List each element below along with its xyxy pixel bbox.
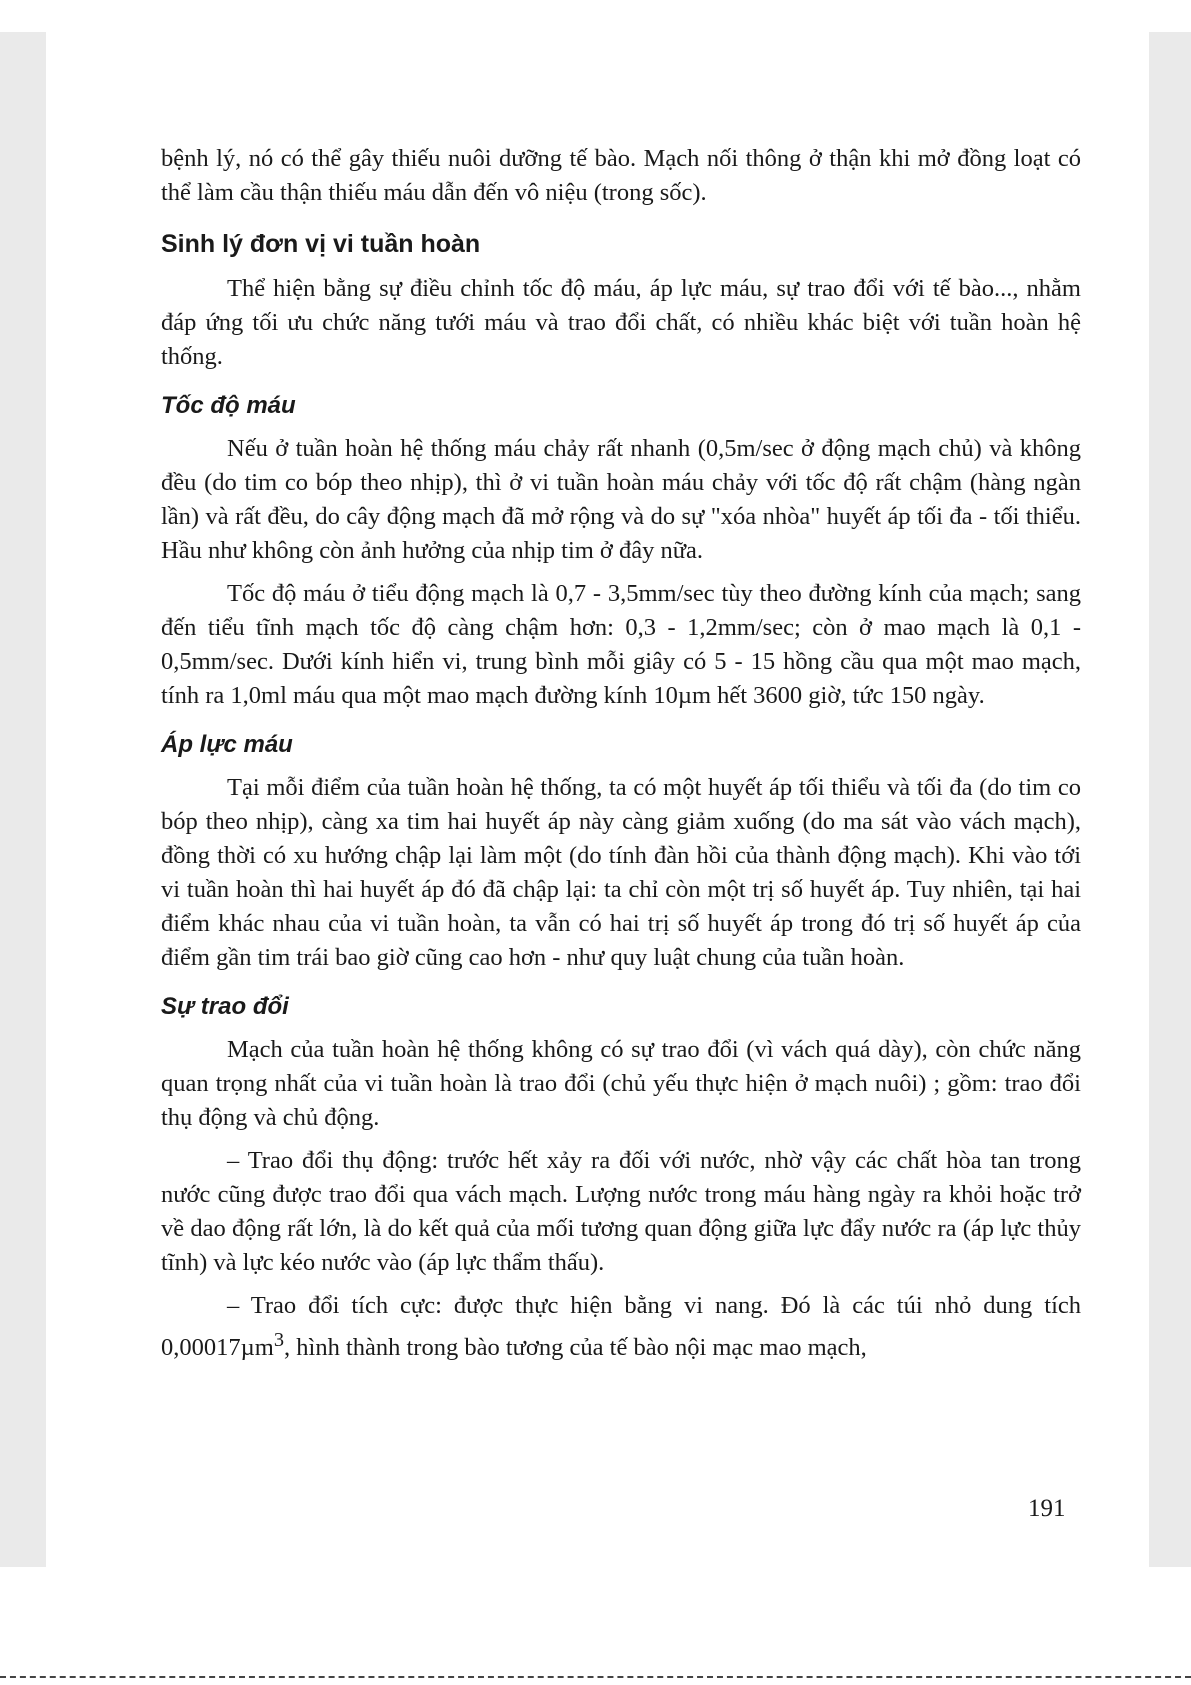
exchange-paragraph-1: Mạch của tuần hoàn hệ thống không có sự trao đổi (vì vách quá dày), còn chức năng quan trọng nhất của vi tuần hoàn là trao đổi (chủ yếu thực hiện ở mạch nuôi) ; gồm: trao đổi thụ động và chủ động. [161,1036,1081,1131]
active-exchange-text-end: , hình thành trong bào tương của tế bào nội mạc mao mạch, [284,1334,867,1362]
page-content [161,142,1081,1365]
active-exchange-text-start: – Trao đổi tích cực: được thực hiện bằng vi nang. Đó là các túi nhỏ dung tích 0,00017µm [161,1292,1081,1362]
bottom-dashed-rule [0,1676,1191,1678]
microcirculation-paragraph: Thể hiện bằng sự điều chỉnh tốc độ máu, áp lực máu, sự trao đổi với tế bào..., nhằm đáp ứng tối ưu chức năng tưới máu và trao đổi chất, có nhiều khác biệt với tuần hoàn hệ thống. [161,275,1081,370]
section-heading-exchange: Sự trao đổi [161,993,289,1020]
blood-speed-paragraph-1: Nếu ở tuần hoàn hệ thống máu chảy rất nhanh (0,5m/sec ở động mạch chủ) và không đều (do tim co bóp theo nhịp), thì ở vi tuần hoàn máu chảy với tốc độ rất chậm (hàng ngàn lần) và rất đều, do cây động mạch đã mở rộng và do sự "xóa nhòa" huyết áp tối đa - tối thiểu. Hầu như không còn ảnh hưởng của nhịp tim ở đây nữa. [161,435,1081,564]
active-exchange-paragraph [161,1289,1081,1365]
section-heading-blood-speed: Tốc độ máu [161,392,296,419]
unit-exponent: 3 [273,1329,285,1351]
blood-pressure-paragraph: Tại mỗi điểm của tuần hoàn hệ thống, ta có một huyết áp tối thiểu và tối đa (do tim co bóp theo nhịp), càng xa tim hai huyết áp này càng giảm xuống (do ma sát vào vách mạch), đồng thời có xu hướng chập lại làm một (do tính đàn hồi của thành động mạch). Khi vào tới vi tuần hoàn thì hai huyết áp đó đã chập lại: ta chỉ còn một trị số huyết áp. Tuy nhiên, tại hai điểm khác nhau của vi tuần hoàn, ta vẫn có hai trị số huyết áp trong đó trị số huyết áp của điểm gần tim trái bao giờ cũng cao hơn - như quy luật chung của tuần hoàn. [161,774,1081,971]
right-scan-margin [1149,32,1191,1567]
blood-speed-paragraph-2: Tốc độ máu ở tiểu động mạch là 0,7 - 3,5mm/sec tùy theo đường kính của mạch; sang đến tiểu tĩnh mạch tốc độ càng chậm hơn: 0,3 - 1,2mm/sec; còn ở mao mạch là 0,1 - 0,5mm/sec. Dưới kính hiển vi, trung bình mỗi giây có 5 - 15 hồng cầu qua một mao mạch, tính ra 1,0ml máu qua một mao mạch đường kính 10µm hết 3600 giờ, tức 150 ngày. [161,580,1081,709]
page-number: 191 [1028,1495,1066,1522]
intro-paragraph: bệnh lý, nó có thể gây thiếu nuôi dưỡng tế bào. Mạch nối thông ở thận khi mở đồng loạt có thể làm cầu thận thiếu máu dẫn đến vô niệu (trong sốc). [161,145,1081,206]
book-page [46,32,1149,1567]
section-heading-microcirculation: Sinh lý đơn vị vi tuần hoàn [161,230,481,258]
passive-exchange-paragraph: – Trao đổi thụ động: trước hết xảy ra đối với nước, nhờ vậy các chất hòa tan trong nước cũng được trao đổi qua vách mạch. Lượng nước trong máu hàng ngày ra khỏi hoặc trở về dao động rất lớn, là do kết quả của mối tương quan động giữa lực đẩy nước ra (áp lực thủy tĩnh) và lực kéo nước vào (áp lực thẩm thấu). [161,1147,1081,1276]
left-scan-margin [0,32,46,1567]
section-heading-blood-pressure: Áp lực máu [161,731,293,758]
